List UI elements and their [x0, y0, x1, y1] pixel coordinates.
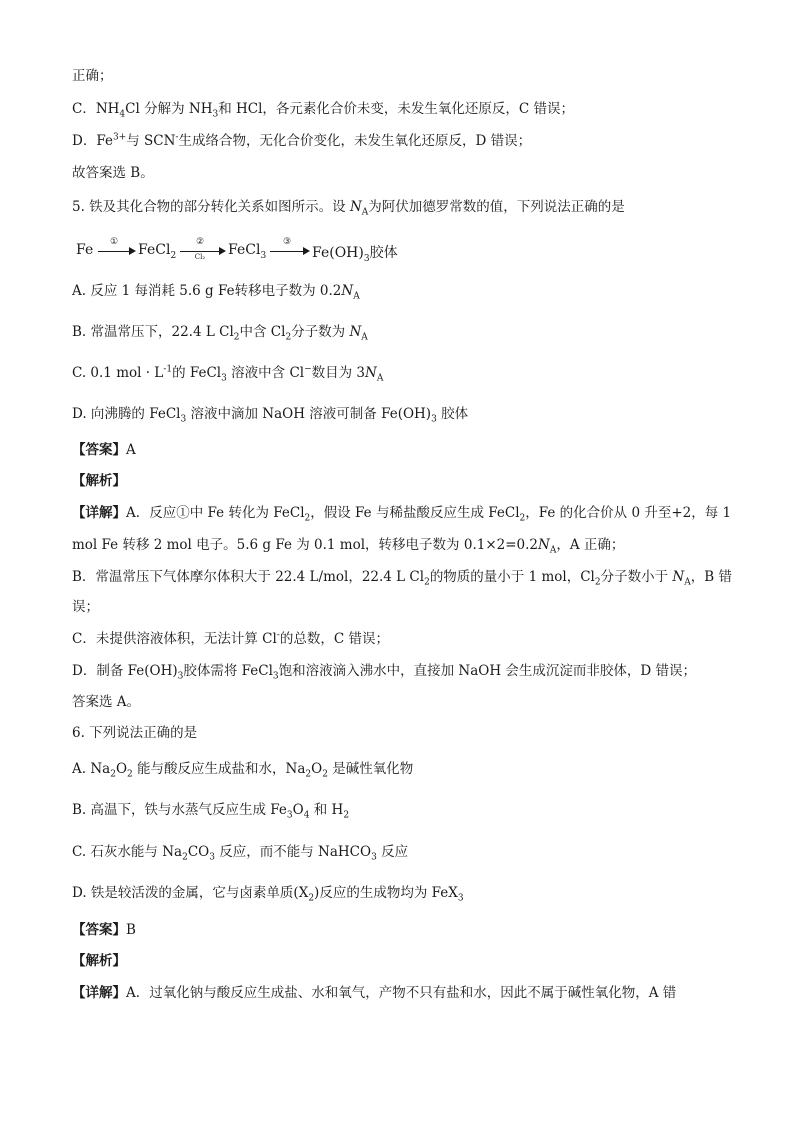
option-a: A. $Na_2O_2$ 能与酸反应生成盐和水，$Na_2O_2$ 是碱性氧化物	[72, 761, 414, 780]
chain-fecl3: FeCl$_3$	[228, 242, 267, 261]
chain-feoh3: $Fe(OH)_3$胶体	[312, 245, 398, 264]
text-line: 故答案选 B。	[72, 165, 154, 181]
detail-line: mol Fe 转移 2 mol 电子。5.6 g Fe 为 0.1 mol，转移电子数为 $0.1\times 2=0.2N_A$，A 正确；	[72, 537, 625, 556]
option-c: C. 0.1 mol · $L^{-1}$的 FeCl$_3$ 溶液中含 Cl−数目为 $3N_A$	[72, 364, 384, 384]
detail-line: 【详解】A．过氧化钠与酸反应生成盐、水和氧气，产物不只有盐和水，因此不属于碱性氧化物，A 错	[72, 985, 677, 1001]
detail-line: C．未提供溶液体积，无法计算 Cl-的总数，C 错误；	[72, 630, 389, 647]
detail-line: 答案选 A。	[72, 694, 141, 710]
detail-line: 【详解】A．反应①中 Fe 转化为 FeCl$_2$，假设 Fe 与稀盐酸反应生成 FeCl$_2$，Fe 的化合价从 0 升至+2，每 1	[72, 505, 732, 524]
option-c: C. 石灰水能与 $Na_2CO_3$ 反应，而不能与 NaHCO$_3$ 反应	[72, 844, 409, 863]
arrow-1: ①	[98, 236, 136, 266]
analysis-heading: 【解析】	[72, 953, 126, 969]
detail-line: 误；	[72, 599, 99, 615]
text-line: 正确；	[72, 68, 113, 84]
text-line: C．$NH_4Cl$ 分解为 $NH_3$和 HCl，各元素化合价未变，未发生氧化还原反，C 错误；	[72, 101, 575, 120]
text-line: D．$Fe^{3+}$与 SCN-生成络合物，无化合价变化，未发生氧化还原反，D 错误；	[72, 132, 532, 149]
option-b: B. 常温常压下，22.4 L $Cl_2$中含 $Cl_2$分子数为 $N_A$	[72, 324, 368, 343]
option-d: D. 铁是较活泼的金属，它与卤素单质$(X_2)$反应的生成物均为 FeX$_3$	[72, 885, 464, 904]
option-d: D. 向沸腾的 FeCl$_3$ 溶液中滴加 NaOH 溶液可制备 $Fe(OH)_3$ 胶体	[72, 406, 469, 425]
option-b: B. 高温下，铁与水蒸气反应生成 $Fe_3O_4$ 和 $H_2$	[72, 802, 350, 821]
arrow-2: ② Cl₂	[180, 236, 226, 266]
answer-line: 【答案】A	[72, 442, 136, 458]
detail-line: D．制备 $Fe(OH)_3$胶体需将 FeCl$_3$饱和溶液滴入沸水中，直接加 NaOH 会生成沉淀而非胶体，D 错误；	[72, 663, 697, 682]
analysis-heading: 【解析】	[72, 473, 126, 489]
answer-line: 【答案】B	[72, 922, 136, 938]
option-a: A. 反应 1 每消耗 5.6 g Fe转移电子数为 $0.2N_A$	[72, 283, 360, 302]
question-stem: 5. 铁及其化合物的部分转化关系如图所示。设 $N_A$为阿伏加德罗常数的值，下列说法正确的是	[72, 199, 625, 218]
chain-fecl2: FeCl$_2$	[138, 242, 177, 261]
detail-line: B．常温常压下气体摩尔体积大于 22.4 L/mol，22.4 L $Cl_2$的物质的量小于 1 mol，$Cl_2$分子数小于 $N_A$，B 错	[72, 569, 732, 588]
chain-fe: Fe	[76, 242, 94, 258]
question-stem: 6. 下列说法正确的是	[72, 725, 198, 741]
arrow-3: ③	[270, 236, 310, 266]
